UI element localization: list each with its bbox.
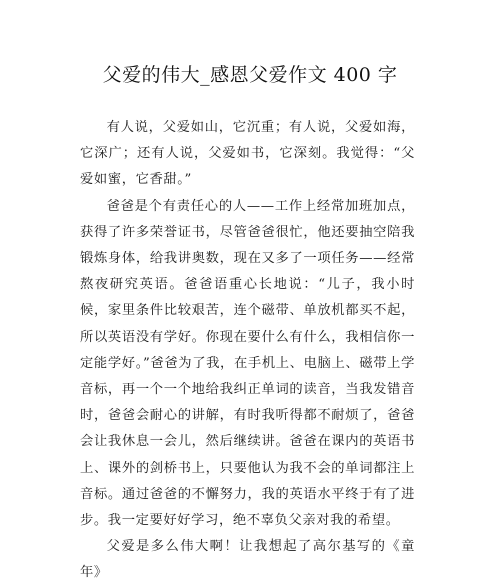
paragraph-1: 有人说，父爱如山，它沉重；有人说，父爱如海，它深广；还有人说，父爱如书，它深刻。我觉得：“父爱如蜜，它香甜。” bbox=[80, 120, 415, 188]
document-body bbox=[80, 115, 415, 587]
document-title: 父爱的伟大_感恩父爱作文 400 字 bbox=[102, 64, 398, 86]
paragraph-3: 父爱是多么伟大啊！让我想起了高尔基写的《童年》 bbox=[80, 539, 415, 581]
paragraph-2: 爸爸是个有责任心的人——工作上经常加班加点，获得了许多荣誉证书，尽管爸爸很忙，他还要抽空陪我锻炼身体，给我讲奥数，现在又多了一项任务——经常熬夜研究英语。爸爸语重心长地说：“儿子，我小时候，家里条件比较艰苦，连个磁带、单放机都买不起，所以英语没有学好。你现在要什么有什么，我相信你一定能学好。”爸爸为了我，在手机上、电脑上、磁带上学音标，再一个一个地给我纠正单词的读音，当我发错音时，爸爸会耐心的讲解，有时我听得都不耐烦了，爸爸会让我休息一会儿，然后继续讲。爸爸在课内的英语书上、课外的剑桥书上，只要他认为我不会的单词都注上音标。通过爸爸的不懈努力，我的英语水平终于有了进步。我一定要好好学习，绝不辜负父亲对我的希望。 bbox=[80, 198, 415, 529]
